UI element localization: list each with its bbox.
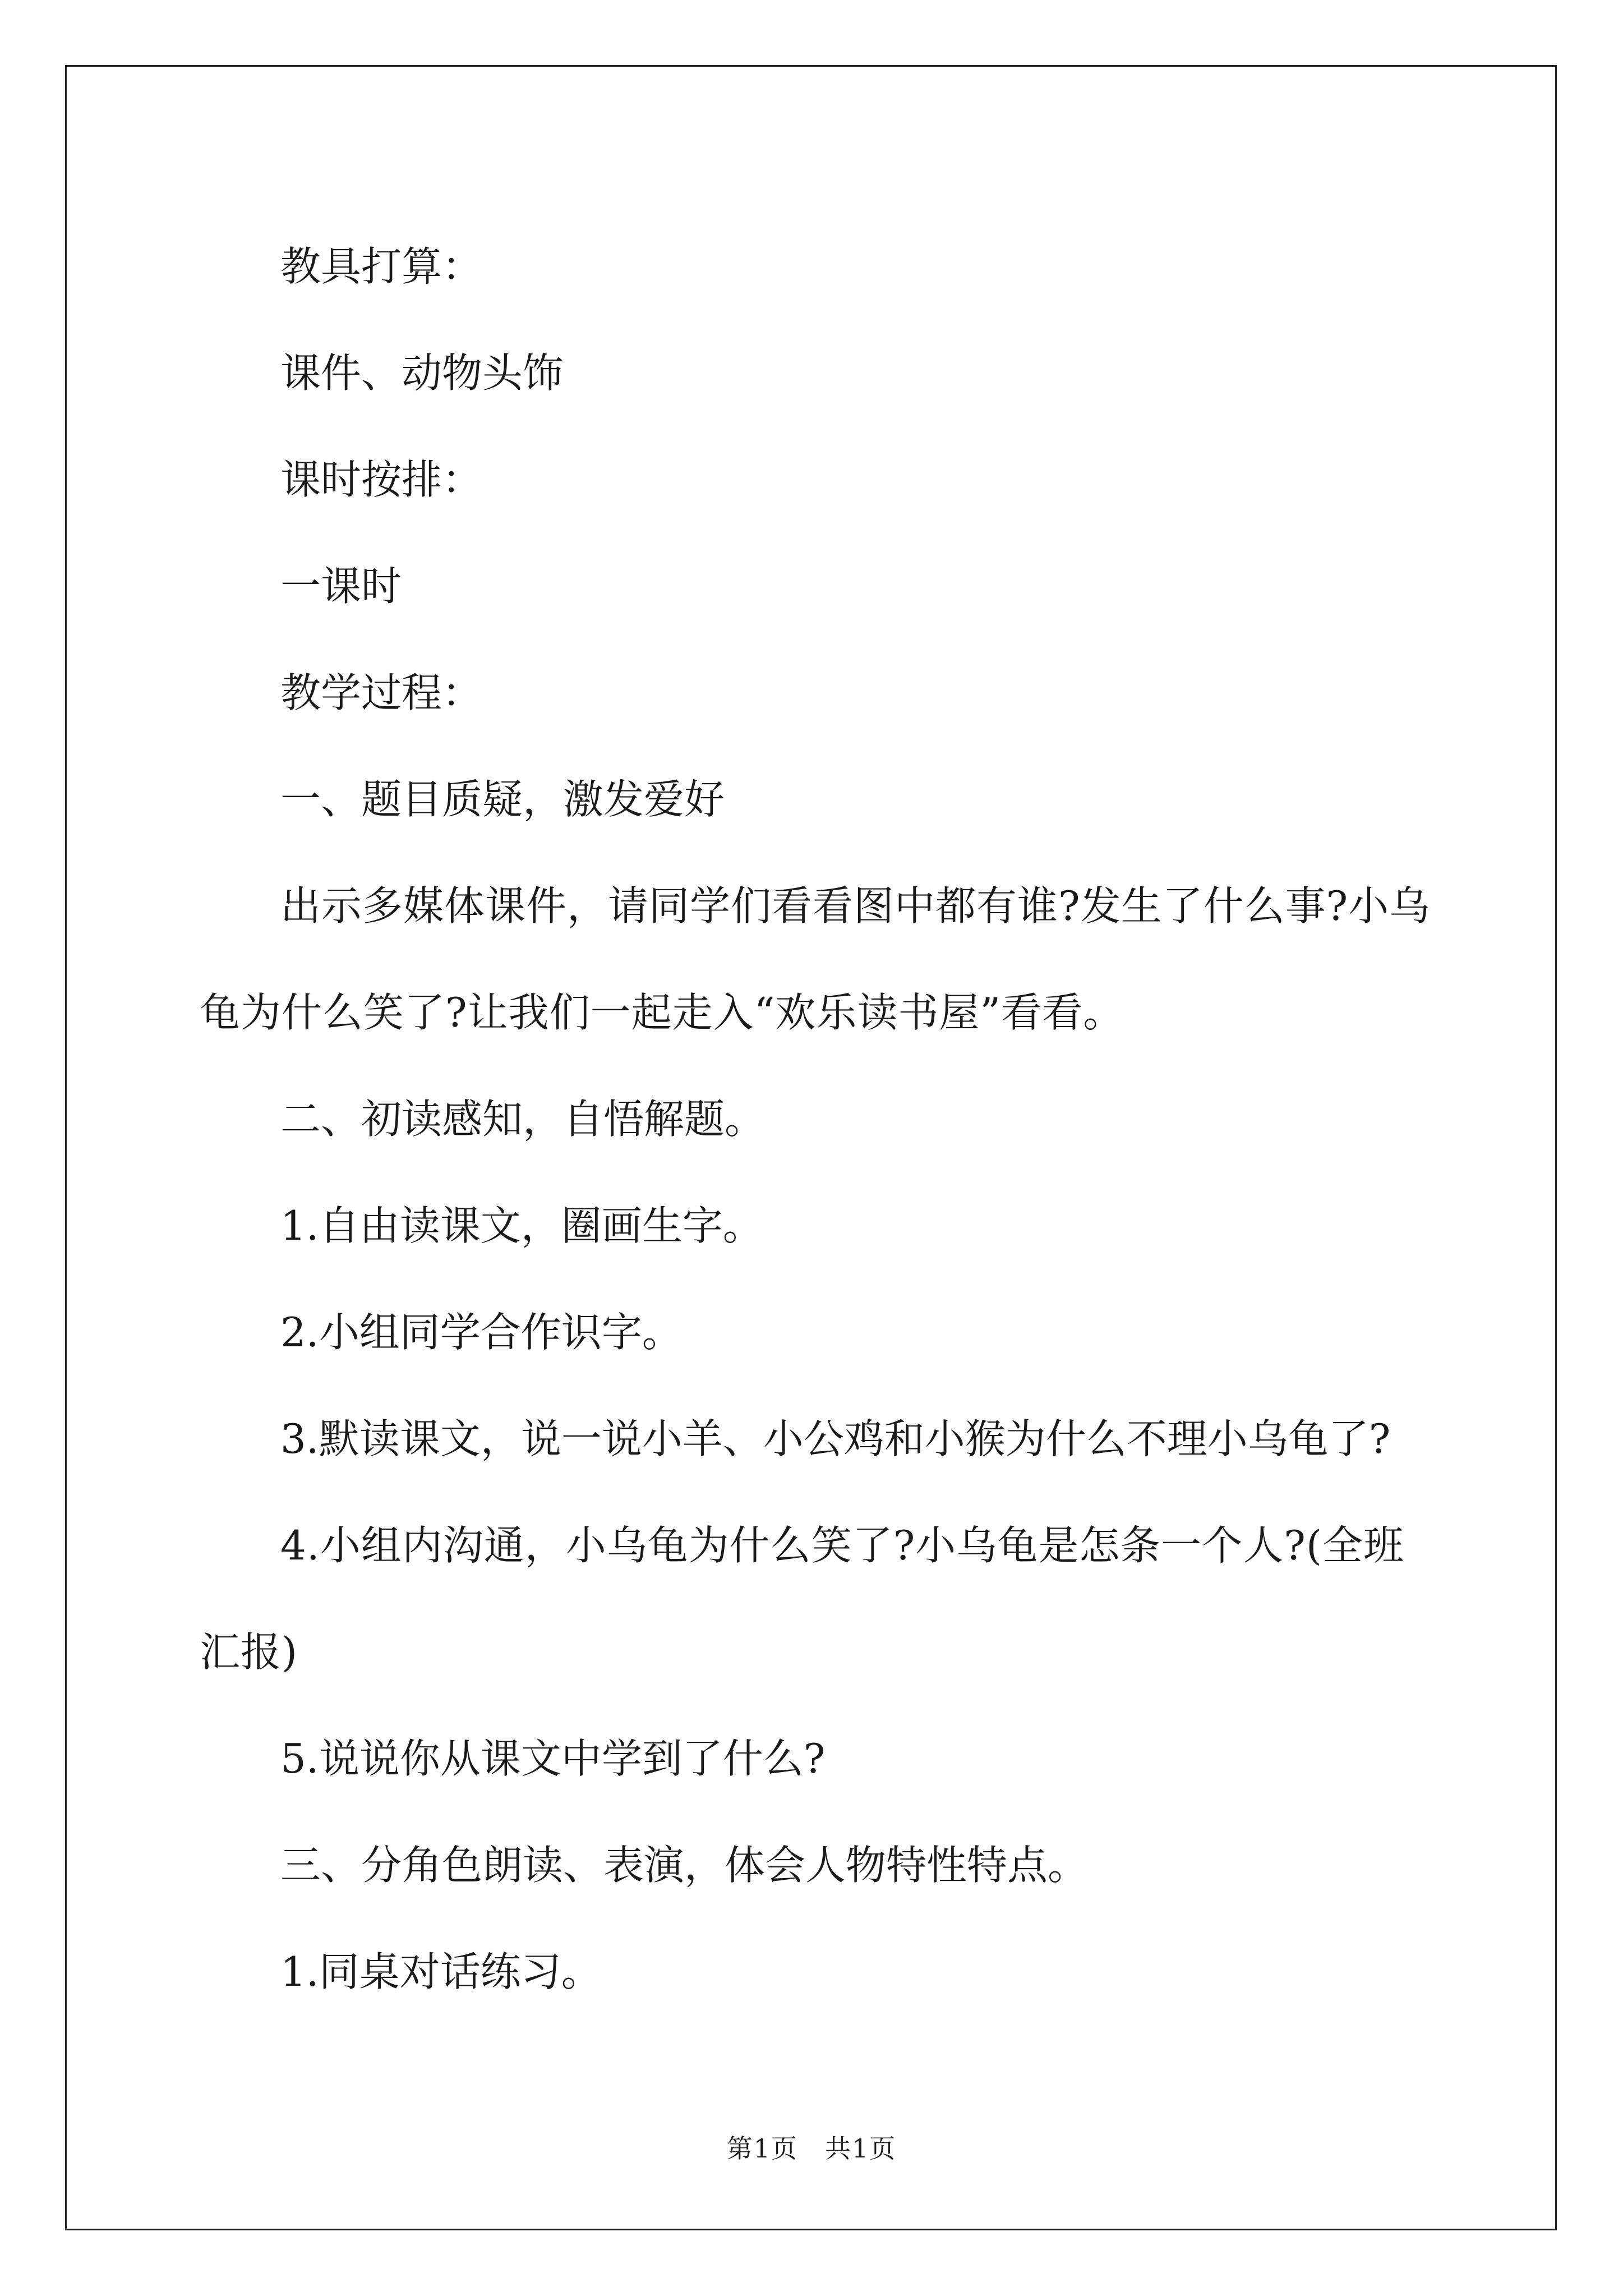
paragraph-step-1: 1.自由读课文，圈画生字。	[280, 1202, 763, 1249]
paragraph-intro-body: 出示多媒体课件，请同学们看看图中都有谁?发生了什么事?小乌龟为什么笑了?让我们一起走入“欢乐读书屋”看看。	[200, 882, 1431, 1036]
paragraph-teaching-aids-heading: 教具打算：	[280, 243, 483, 290]
paragraph-step-4: 4.小组内沟通，小乌龟为什么笑了?小乌龟是怎条一个人?(全班汇报)	[200, 1522, 1404, 1676]
paragraph-step-3: 3.默读课文，说一说小羊、小公鸡和小猴为什么不理小乌龟了?	[280, 1415, 1391, 1462]
paragraph-section-three: 三、分角色朗读、表演，体会人物特性特点。	[280, 1842, 1089, 1889]
paragraph-section-one: 一、题目质疑，激发爱好	[280, 776, 725, 823]
paragraph-section-three-step-1: 1.同桌对话练习。	[280, 1948, 602, 1995]
paragraph-schedule-heading: 课时按排：	[280, 456, 483, 503]
page-number-footer: 第1页 共1页	[726, 2133, 897, 2164]
paragraph-schedule: 一课时	[280, 563, 402, 610]
document-body	[200, 213, 1433, 2025]
paragraph-section-two: 二、初读感知，自悟解题。	[280, 1096, 766, 1143]
paragraph-step-5: 5.说说你从课文中学到了什么?	[280, 1735, 826, 1782]
paragraph-teaching-aids: 课件、动物头饰	[280, 349, 564, 397]
paragraph-step-2: 2.小组同学合作识字。	[280, 1309, 683, 1356]
paragraph-process-heading: 教学过程：	[280, 669, 483, 716]
